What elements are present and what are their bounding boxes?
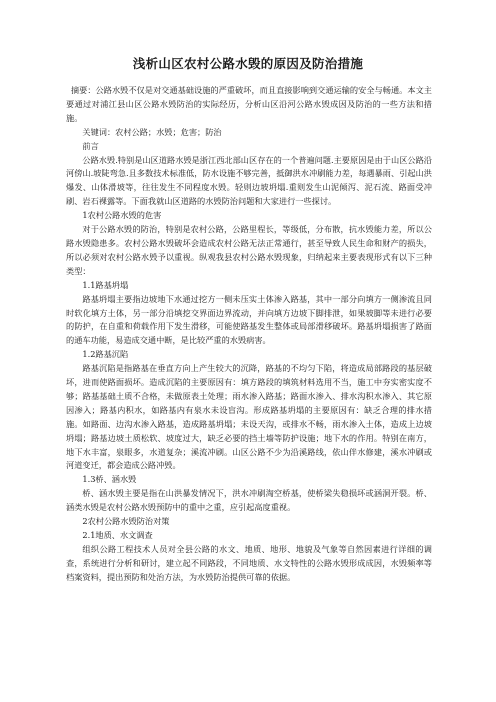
section-2-heading: 2农村公路水毁防治对策 — [82, 516, 170, 527]
section-1-1-paragraph: 路基坍塌主要指边坡地下水通过挖方一侧未压实土体渗入路基，其中一部分向填方一侧渗流且同时软化填方土体，另一部分沿填挖交界面边界流动，并向填方边坡下脚排泄，如果坡脚等未进行必要的防护，在自重和荷载作用下发生滑移，可能使路基发生整体或局部滑移破坏。路基坍塌损害了路面的通车功能，易造成交通中断，是比较严重的水毁病害。 — [66, 293, 432, 346]
section-1-2-heading: 1.2路基沉陷 — [82, 349, 129, 360]
preface-paragraph: 公路水毁.特别是山区道路水毁是浙江西北部山区存在的一个普遍问题.主要原因是由于山区公路沿河傍山.坡陡弯急.且多数技术标准低，防水设施不够完善，抵御洪水冲刷能力差，每遇暴雨、引起山洪爆发、山体滑坡等，往往发生不同程度水毁。轻则边坡坍塌.重则发生山泥倾泻、泥石流、路面受冲刷、岩石裸露等。下面我就山区道路的水毁防治问题和大家进行一些探讨。 — [66, 154, 432, 207]
section-1-paragraph: 对于公路水毁的防治，特别是农村公路，公路里程长，等级低，分布散，抗水毁能力差，所以公路水毁隐患多。农村公路水毁破坏会造成农村公路无法正常通行，甚至导致人民生命和财产的损失，所以必须对农村公路水毁予以重视。纵观我县农村公路水毁现象，归纳起来主要表现形式有以下三种类型： — [66, 224, 432, 276]
keywords-line: 关键词：农村公路；水毁；危害；防治 — [82, 126, 222, 137]
section-1-3-paragraph: 桥、涵水毁主要是指在山洪暴发情况下，洪水冲刷淘空桥基，使桥梁失稳损坏或涵洞开裂。桥、涵类水毁是农村公路水毁预防中的重中之重，应引起高度重视。 — [66, 488, 432, 513]
section-1-heading: 1农村公路水毁的危害 — [82, 210, 162, 221]
section-1-1-heading: 1.1路基坍塌 — [82, 279, 129, 290]
abstract-paragraph: 摘要：公路水毁不仅是对交通基础设施的严重破坏，而且直接影响到交通运输的安全与畅通。本文主要通过对浦江县山区公路水毁防治的实际经历，分析山区沿河公路水毁成因及防治的一些方法和措施。 — [66, 85, 432, 123]
preface-heading: 前言 — [82, 140, 99, 151]
article-body — [66, 84, 432, 585]
section-2-1-paragraph: 组织公路工程技术人员对全县公路的水文、地质、地形、地貌及气象等自然因素进行详细的调查，系统进行分析和研讨，建立起不同路段，不同地质、水文特性的公路水毁形成成因，水毁频率等档案资料，提出预防和处治方法，为水毁防治提供可靠的依据。 — [66, 543, 432, 582]
section-2-1-heading: 2.1地质、水文调查 — [82, 530, 153, 540]
section-1-3-heading: 1.3桥、涵水毁 — [82, 474, 137, 485]
page-title: 浅析山区农村公路水毁的原因及防治措施 — [132, 56, 364, 71]
section-1-2-paragraph: 路基沉陷是指路基在垂直方向上产生较大的沉降，路基的不均匀下陷，将造成局部路段的基层破坏，进而使路面损坏。造成沉陷的主要原因有：填方路段的填筑材料选用不当，施工中夯实密实度不够；路基基础土质不合格，未做原表土处理；雨水渗入路基；路面水渗入、排水沟积水渗入、其它原因渗入；路基内积水，如路基内有泉水未设盲沟。形成路基坍塌的主要原因有：缺乏合理的排水措施。如路面、边沟水渗入路基，造成路基坍塌；未设天沟，或排水不畅，雨水渗入土体，造成上边坡坍塌；路基边坡土质松软、坡度过大，缺乏必要的挡土墙等防护设施；地下水的作用。特别在南方，地下水丰富，泉眼多，水道复杂；溪流冲刷。山区公路不少为沿溪路线，依山伴水修建，溪水冲刷或河道变迁，都会造成公路冲毁。 — [66, 363, 432, 471]
